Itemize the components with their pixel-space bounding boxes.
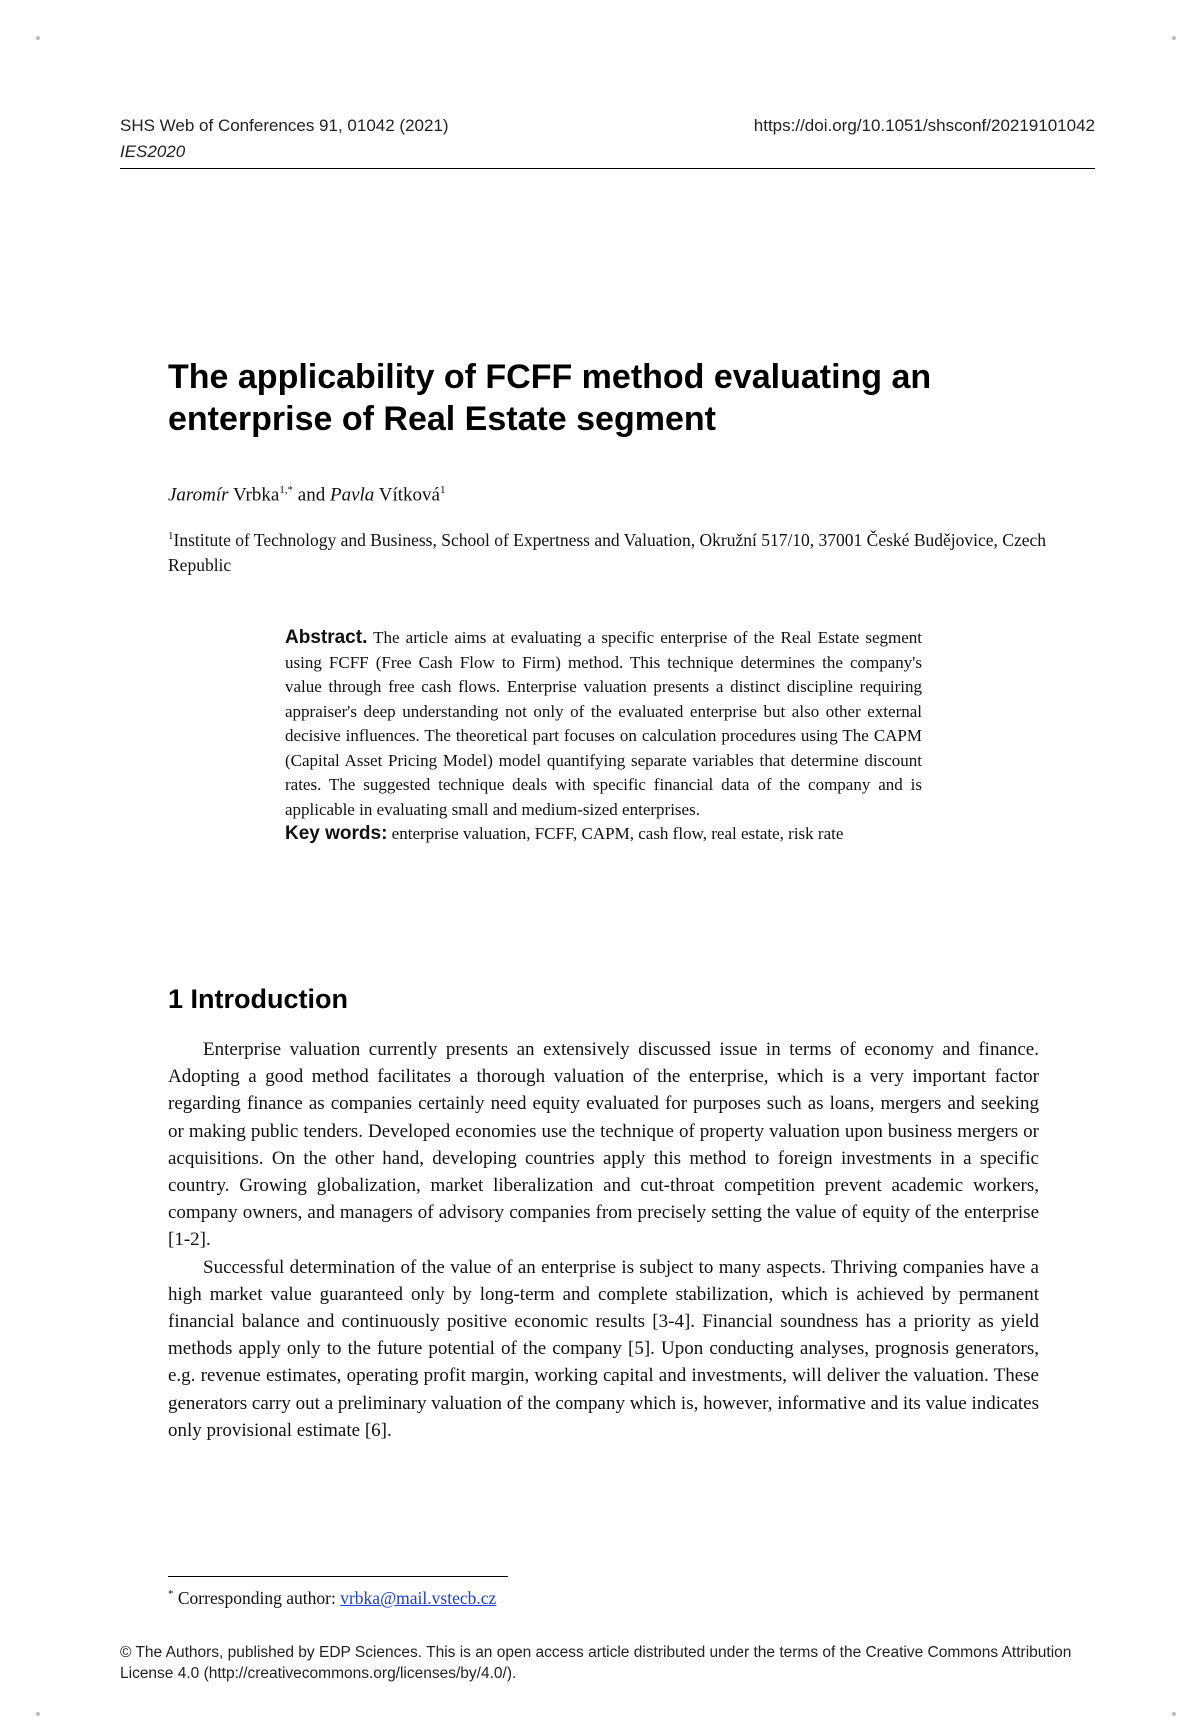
footnote-rule — [168, 1576, 508, 1577]
corner-mark-bottom-left — [36, 1712, 40, 1716]
author-conjunction: and — [297, 484, 326, 506]
author-email-link[interactable]: vrbka@mail.vstecb.cz — [340, 1588, 497, 1608]
corner-mark-top-right — [1172, 36, 1176, 40]
keywords-text: enterprise valuation, FCFF, CAPM, cash flow, real estate, risk rate — [391, 824, 844, 843]
corner-mark-bottom-right — [1172, 1712, 1176, 1716]
author-line — [168, 484, 445, 506]
license-notice: © The Authors, published by EDP Sciences. This is an open access article distributed under the terms of the Creative Commons Attribution License 4.0 (http://creativecommons.org/licenses/by/4.0/). — [120, 1644, 1072, 1682]
affiliation-text: Institute of Technology and Business, School of Expertness and Valuation, Okružní 517/10, 37001 České Budějovice, Czech Republic — [168, 529, 1046, 575]
author2-first-name: Pavla — [329, 484, 375, 506]
footnote-mark: * — [168, 1588, 174, 1601]
author2-last-name: Vítková — [378, 484, 440, 506]
author1-affil-mark: 1,* — [279, 484, 294, 496]
paragraph: Successful determination of the value of an enterprise is subject to many aspects. Thriving companies have a high market value guaranteed only by long-term and complete stabilization, which is achieved by permanent financial balance and continuously positive economic results [3-4]. Financial soundness has a priority as yield methods apply only to the future potential of the company [5]. Upon conducting analyses, prognosis generators, e.g. revenue estimates, operating profit margin, working capital and investments, will deliver the valuation. These generators carry out a preliminary valuation of the company which is, however, informative and its value indicates only provisional estimate [6]. — [168, 1256, 1039, 1441]
doi-link[interactable]: https://doi.org/10.1051/shsconf/20219101042 — [753, 116, 1095, 135]
abstract-block — [285, 626, 922, 847]
paper-title: The applicability of FCFF method evaluating an enterprise of Real Estate segment — [168, 358, 932, 438]
introduction-body — [168, 1036, 1039, 1444]
abstract-text: The article aims at evaluating a specific enterprise of the Real Estate segment using FCFF (Free Cash Flow to Firm) method. This technique determines the company's value through free cash flows. Enterprise valuation presents a distinct discipline requiring appraiser's deep understanding not only of the evaluated enterprise but also other external decisive influences. The theoretical part focuses on calculation procedures using The CAPM (Capital Asset Pricing Model) model quantifying separate variables that determine discount rates. The suggested technique deals with specific financial data of the company and is applicable in evaluating small and medium-sized enterprises. — [285, 628, 922, 819]
affiliation — [168, 524, 1048, 578]
journal-citation: SHS Web of Conferences 91, 01042 (2021) — [120, 116, 449, 135]
author1-first-name: Jaromír — [168, 484, 229, 506]
section-heading-introduction: 1 Introduction — [168, 984, 348, 1014]
header-rule — [120, 168, 1095, 169]
paragraph: Enterprise valuation currently presents an extensively discussed issue in terms of economy and finance. Adopting a good method facilitates a thorough valuation of the enterprise, which is a very important factor regarding finance as companies certainly need equity evaluated for purposes such as loans, mergers and seeking or making public tenders. Developed economies use the technique of property valuation upon business mergers or acquisitions. On the other hand, developing countries apply this method to foreign investments in a specific country. Growing globalization, market liberalization and cut-throat competition prevent academic workers, company owners, and managers of advisory companies from precisely setting the value of equity of the enterprise [1-2]. — [168, 1039, 1039, 1251]
author1-last-name: Vrbka — [232, 484, 280, 506]
footnote — [168, 1588, 496, 1609]
keywords-label: Key words: — [285, 823, 388, 844]
affiliation-mark: 1 — [168, 530, 174, 542]
abstract-label: Abstract. — [285, 627, 368, 648]
conference-name: IES2020 — [120, 142, 186, 161]
corner-mark-top-left — [36, 36, 40, 40]
running-header — [120, 116, 1095, 162]
footnote-label: Corresponding author: — [177, 1588, 336, 1608]
author2-affil-mark: 1 — [439, 484, 446, 496]
